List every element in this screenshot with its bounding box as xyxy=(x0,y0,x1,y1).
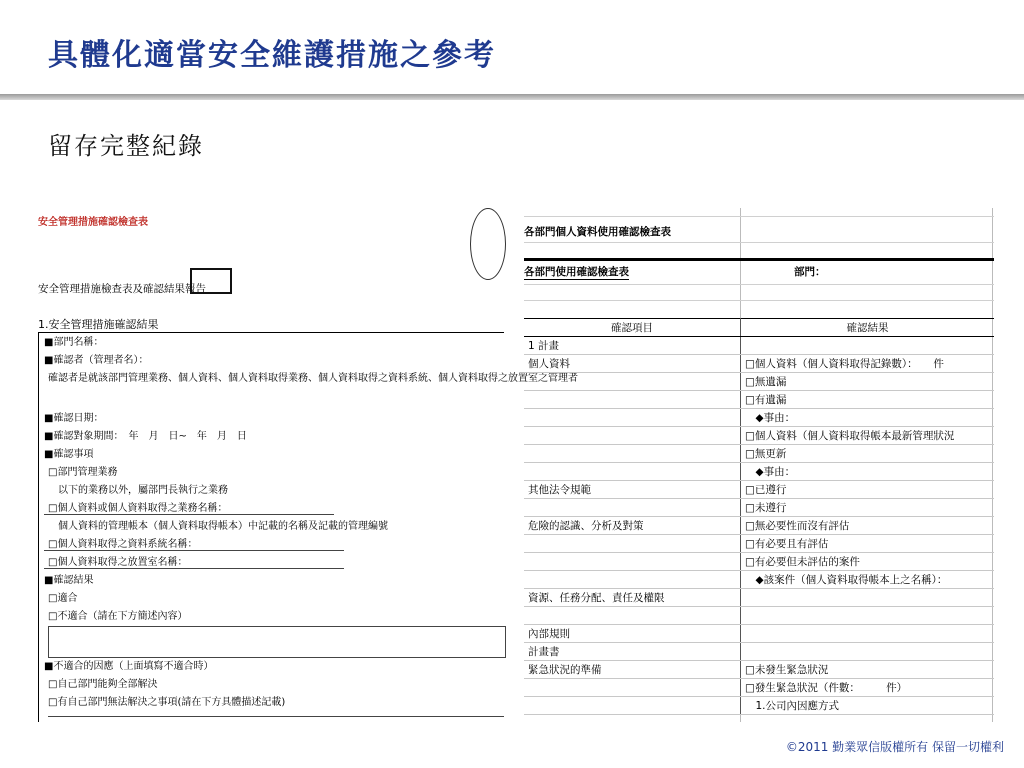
form-line: 以下的業務以外，屬部門長執行之業務 xyxy=(58,485,228,496)
row-result: □個人資料（個人資料取得帳本最新管理狀況 xyxy=(741,427,995,445)
form-line: □不適合（請在下方簡述內容） xyxy=(48,611,188,622)
table-row xyxy=(524,391,994,409)
form-line: □適合 xyxy=(48,593,78,604)
grid-line xyxy=(524,242,994,243)
row-result: □無必要性而沒有評估 xyxy=(741,517,995,535)
table-row xyxy=(524,643,994,661)
left-form-rule xyxy=(38,332,504,333)
row-item xyxy=(524,607,741,625)
table-row xyxy=(524,445,994,463)
row-result: □有必要且有評估 xyxy=(741,535,995,553)
left-form-note-box-lower xyxy=(48,716,504,723)
table-row xyxy=(524,697,994,715)
row-item xyxy=(524,391,741,409)
table-row xyxy=(524,679,994,697)
row-result: □已遵行 xyxy=(741,481,995,499)
table-header-row xyxy=(524,319,994,337)
row-item xyxy=(524,571,741,589)
row-result: ◆該案件（個人資料取得帳本上之名稱）： xyxy=(741,571,995,589)
form-line: ■確認者（管理者名）： xyxy=(44,355,149,366)
table-row xyxy=(524,589,994,607)
row-result: □無遺漏 xyxy=(741,373,995,391)
left-form-lines-lower xyxy=(44,658,504,712)
table-row xyxy=(524,409,994,427)
row-item: 1 計畫 xyxy=(524,337,741,355)
row-result xyxy=(741,643,995,661)
row-result: □無更新 xyxy=(741,445,995,463)
form-line: 確認者是就該部門管理業務、個人資料、個人資料取得業務、個人資料取得之資料系統、個人資料取得之放置室之管理者 xyxy=(48,373,578,384)
form-line: ■確認對象期間： 年 月 日~ 年 月 日 xyxy=(44,431,247,442)
row-result xyxy=(741,625,995,643)
copyright-footer: ©2011 勤業眾信版權所有 保留一切權利 xyxy=(785,740,1004,754)
right-form-image xyxy=(524,208,994,722)
row-item xyxy=(524,463,741,481)
row-item xyxy=(524,427,741,445)
row-item xyxy=(524,445,741,463)
row-item xyxy=(524,535,741,553)
table-row xyxy=(524,337,994,355)
left-form-border xyxy=(38,332,39,722)
oval-mark xyxy=(470,208,506,280)
row-result xyxy=(741,337,995,355)
row-item: 危險的認識、分析及對策 xyxy=(524,517,741,535)
col-header-item: 確認項目 xyxy=(524,319,741,337)
left-form-header: 安全管理措施確認檢查表 xyxy=(38,217,148,228)
form-line: □部門管理業務 xyxy=(48,467,118,478)
check-table xyxy=(524,318,994,715)
form-underline xyxy=(44,514,334,515)
row-item: 個人資料 xyxy=(524,355,741,373)
form-line xyxy=(44,388,504,410)
table-row xyxy=(524,571,994,589)
row-item: 計畫書 xyxy=(524,643,741,661)
table-row xyxy=(524,517,994,535)
form-line: ■確認結果 xyxy=(44,575,94,586)
row-item xyxy=(524,409,741,427)
left-form-note-box xyxy=(48,626,506,658)
form-underline xyxy=(44,568,344,569)
slide-subtitle: 留存完整紀錄 xyxy=(48,132,204,160)
row-result: ◆事由： xyxy=(741,463,995,481)
row-item xyxy=(524,499,741,517)
table-row xyxy=(524,355,994,373)
left-form-stamp-box xyxy=(190,268,232,294)
row-result: 1.公司內因應方式 xyxy=(741,697,995,715)
col-header-result: 確認結果 xyxy=(741,319,995,337)
form-line: 個人資料的管理帳本（個人資料取得帳本）中記載的名稱及記載的管理編號 xyxy=(58,521,388,532)
row-result xyxy=(741,607,995,625)
table-row xyxy=(524,481,994,499)
form-line: □個人資料取得之資料系統名稱： xyxy=(48,539,198,550)
row-result: □個人資料（個人資料取得記錄數）： 件 xyxy=(741,355,995,373)
row-item xyxy=(524,679,741,697)
table-row xyxy=(524,535,994,553)
grid-line xyxy=(524,216,994,217)
form-line: ■確認事項 xyxy=(44,449,94,460)
form-line: □有自己部門無法解決之事項(請在下方具體描述記載) xyxy=(48,697,286,708)
row-result: □未遵行 xyxy=(741,499,995,517)
row-item: 緊急狀況的準備 xyxy=(524,661,741,679)
row-item: 其他法令規範 xyxy=(524,481,741,499)
table-row xyxy=(524,373,994,391)
row-result xyxy=(741,589,995,607)
row-item xyxy=(524,373,741,391)
left-form-report-title: 安全管理措施檢查表及確認結果報告 xyxy=(38,283,206,295)
table-row xyxy=(524,661,994,679)
table-row xyxy=(524,607,994,625)
right-form-dept-label: 部門： xyxy=(794,266,826,278)
grid-line xyxy=(524,300,994,301)
row-result: □未發生緊急狀況 xyxy=(741,661,995,679)
right-form-caption: 各部門個人資料使用確認檢查表 xyxy=(524,226,671,238)
form-line: □個人資料或個人資料取得之業務名稱： xyxy=(48,503,228,514)
row-item xyxy=(524,553,741,571)
table-row xyxy=(524,463,994,481)
grid-line xyxy=(524,284,994,285)
row-item: 資源、任務分配、責任及權限 xyxy=(524,589,741,607)
row-result: ◆事由： xyxy=(741,409,995,427)
form-line: □個人資料取得之放置室名稱： xyxy=(48,557,188,568)
slide-title: 具體化適當安全維護措施之參考 xyxy=(48,38,496,73)
form-line: ■部門名稱： xyxy=(44,337,104,348)
row-item xyxy=(524,697,741,715)
row-item: 內部規則 xyxy=(524,625,741,643)
row-result: □發生緊急狀況（件數： 件） xyxy=(741,679,995,697)
form-line: ■不適合的因應（上面填寫不適合時） xyxy=(44,661,214,672)
table-row xyxy=(524,553,994,571)
form-line: □自己部門能夠全部解決 xyxy=(48,679,158,690)
row-result: □有遺漏 xyxy=(741,391,995,409)
table-row xyxy=(524,499,994,517)
right-form-thick-rule xyxy=(524,258,994,261)
table-row xyxy=(524,427,994,445)
title-divider xyxy=(0,94,1024,100)
form-underline xyxy=(44,550,344,551)
table-row xyxy=(524,625,994,643)
form-line: ■確認日期： xyxy=(44,413,104,424)
left-form-section: 1.安全管理措施確認結果 xyxy=(38,318,159,331)
right-form-subcaption: 各部門使用確認檢查表 xyxy=(524,266,629,278)
row-result: □有必要但未評估的案件 xyxy=(741,553,995,571)
